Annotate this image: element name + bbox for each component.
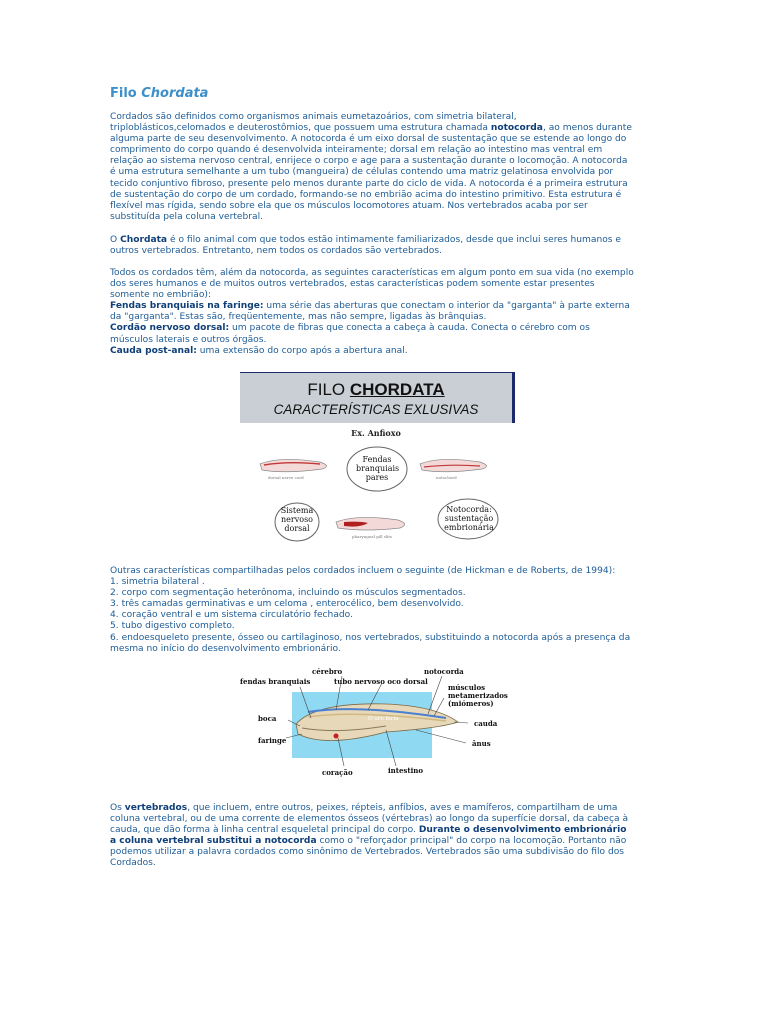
figure-chordate-anatomy (236, 668, 518, 780)
char-item-tail (110, 346, 635, 357)
char-desc: uma extensão do corpo após a abertura anal. (196, 345, 408, 356)
paragraph-definition (110, 112, 635, 223)
list-item: 6. endoesqueleto presente, ósseo ou cartilaginoso, nos vertebrados, substituindo a notocorda após a presença da mesma no início do desenvolvimento embrionário. (110, 632, 631, 654)
caption-nerve-cord: dorsal nerve cord (268, 475, 304, 480)
page-title (110, 86, 208, 101)
label-faringe: faringe (258, 736, 287, 745)
figure-example: Ex. Anfioxo (351, 428, 401, 438)
label-boca: boca (258, 714, 277, 723)
anatomy-heart (334, 734, 339, 739)
p3-intro: Todos os cordados têm, além da notocorda, as seguintes características em algum ponto em sua vida (no exemplo dos seres humanos e de muitos outros vertebrados, estas características podem somente estar presentes somente no embrião): (110, 268, 634, 301)
char-term: Cauda post-anal: (110, 345, 197, 356)
label-cauda: cauda (474, 719, 498, 728)
list-item: 4. coração ventral e um sistema circulatório fechado. (110, 610, 353, 621)
figure-title-b: CHORDATA (349, 380, 445, 399)
char-desc: um pacote de fibras que conecta a cabeça à cauda. Conecta o cérebro com os músculos laterais e outros órgãos. (110, 323, 590, 345)
title-prefix: Filo (110, 86, 142, 101)
label-notochord: Notocorda: sustentação embrionária (444, 505, 494, 532)
label-notocorda: notocorda (424, 667, 464, 676)
p2-text-c: é o filo animal com que todos estão intimamente familiarizados, desde que inclui seres humanos e outros vertebrados. Entretanto, nem todos os cordados são vertebrados. (110, 235, 621, 257)
caption-gill-slits: pharyngeal gill slits (352, 534, 393, 539)
p1-text-c: , ao menos durante alguma parte de seu desenvolvimento. A notocorda é um eixo dorsal de sustentação que se estende ao longo do comprimento do corpo quando é desenvolvida inteiramente; dorsal em relação ao intestino mas ventral em relação ao sistema nervoso central, enrijece o corpo e age para a sustentação durante o locomoção. A notocorda é uma estrutura semelhante a um tubo (mangueira) de células contendo uma matriz gelatinosa envolvida por tecido conjuntivo fibroso, presente pelo menos durante parte do ciclo de vida. A notocorda é a primeira estrutura de sustentação do corpo de um cordado, formando-se no embrião acima do intestino primitivo. Esta estrutura é flexível mas rígida, sendo sobre ela que os músculos locomotores atuam. Nos vertebrados acaba por ser substituída pela coluna vertebral. (110, 123, 632, 222)
label-intestino: intestino (388, 766, 424, 775)
p1-text-a: Cordados são definidos como organismos animais eumetazoários, com simetria bilateral, triploblásticos,celomados e deuterostômios, que possuem uma estrutura chamada (110, 112, 517, 134)
paragraph-vertebrates (110, 803, 635, 870)
list-item: 3. três camadas germinativas e um celoma , enterocélico, bem desenvolvido. (110, 599, 464, 610)
figure-chordata-characteristics (240, 372, 512, 544)
char-item-gill-slits (110, 301, 635, 323)
p2-bold-chordata: Chordata (120, 235, 168, 245)
char-item-nerve-cord (110, 323, 635, 345)
label-gill-slits: Fendas branquiais pares (356, 455, 400, 482)
paragraph-characteristics (110, 268, 635, 357)
p5-text-e: como o "reforçador principal" do corpo na locomoção. Portanto não podemos utilizar a palavra cordados como sinônimo de Vertebrados. Vertebrados são uma subdivisão do filo dos Cordados. (110, 836, 627, 869)
label-nerve-system: Sistema nervoso dorsal (280, 506, 314, 533)
lancelet-right-icon (420, 459, 487, 471)
label-anus: ânus (472, 739, 491, 748)
p5-text-c: , que incluem, entre outros, peixes, répteis, anfíbios, aves e mamíferos, compartilham de uma coluna vertebral, ou de uma corrente de elementos ósseos (vértebras) ao longo da superfície dorsal, da cabeça à cauda, que dão forma à linha central esqueletal principal do corpo. (110, 803, 629, 836)
figure-subtitle: CARACTERÍSTICAS EXLUSIVAS (273, 402, 479, 417)
label-tubo-nervoso: tubo nervoso oco dorsal (334, 677, 428, 686)
figure-title-a: FILO (307, 380, 350, 399)
title-italic: Chordata (141, 86, 209, 101)
list-item: 5. tubo digestivo completo. (110, 621, 235, 632)
p4-intro: Outras características compartilhadas pelos cordados incluem o seguinte (de Hickman e de Roberts, de 1994): (110, 566, 616, 576)
char-term: Fendas branquiais na faringe: (110, 301, 264, 312)
label-fendas-branquiais: fendas branquiais (240, 677, 311, 686)
lancelet-left-icon (260, 459, 327, 471)
p1-bold-notocorda: notocorda (490, 123, 543, 134)
char-desc: uma série das aberturas que conectam o interior da "garganta" à parte externa da "garganta". Estas são, freqüentemente, mas não sempre, ligadas às brânquias. (110, 301, 630, 323)
list-item: 2. corpo com segmentação heterônoma, incluindo os músculos segmentados. (110, 588, 466, 599)
label-coracao: coração (322, 768, 353, 777)
label-musculos: músculos metamerizados (miómeros) (448, 683, 508, 708)
paragraph-chordata (110, 235, 635, 257)
label-inner: O uro ferin (368, 716, 399, 722)
caption-notochord: notochord (436, 475, 457, 480)
lancelet-center-icon (336, 517, 405, 530)
char-term: Cordão nervoso dorsal: (110, 323, 230, 334)
list-item: 1. simetria bilateral . (110, 577, 205, 588)
p5-text-a: Os (110, 803, 125, 813)
paragraph-shared-characteristics (110, 566, 635, 655)
p5-bold-vertebrados: vertebrados (124, 803, 188, 813)
label-cerebro: cérebro (312, 667, 343, 676)
p5-bold-development: Durante o desenvolvimento embrionário a coluna vertebral substitui a notocorda (110, 825, 627, 847)
p2-text-a: O (110, 235, 121, 245)
